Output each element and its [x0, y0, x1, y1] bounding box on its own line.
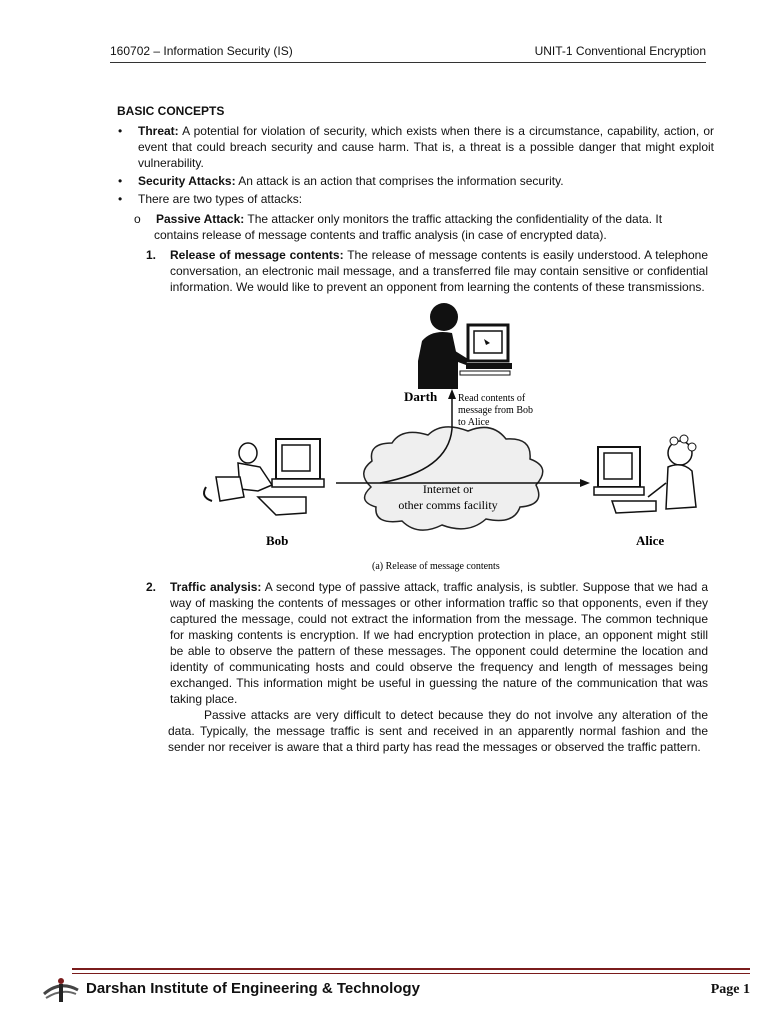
item-number: 2. — [146, 580, 157, 594]
bullet-text: An attack is an action that comprises the information security. — [235, 174, 564, 188]
bullet-icon: • — [118, 174, 123, 188]
bullet-term: Threat: — [138, 124, 179, 138]
alice-label: Alice — [636, 533, 665, 548]
item-text: A second type of passive attack, traffic analysis, is subtler. Suppose that we had a way of masking the contents of messages or other information traffic so that opponents, even if they captured the message, could not extract the information from the message. The common technique for masking contents is encryption. If we had encryption protection in place, an opponent might still be able to observe the pattern of these messages. The opponent could determine the location and identity of communicating hosts and could observe the frequency and length of messages being exchanged. This information might be useful in guessing the nature of the communication that was taking place. — [170, 580, 708, 706]
page-header — [110, 44, 706, 63]
bullet-attack-types — [110, 191, 714, 207]
alice-figure — [594, 435, 696, 513]
institute-logo-icon — [40, 976, 82, 1004]
bullet-text: A potential for violation of security, which exists when there is a circumstance, capability, action, or event that could breach security and cause harm. That is, a threat is a possible danger that might exploit vulnerability. — [138, 124, 714, 170]
cloud-label-1: Internet or — [422, 482, 474, 496]
bullet-term: Security Attacks: — [138, 174, 236, 188]
course-title: 160702 – Information Security (IS) — [110, 44, 293, 58]
bullet-security-attacks — [110, 173, 714, 189]
passive-text-2: contains release of message contents and traffic analysis (in case of encrypted data). — [154, 228, 607, 242]
document-body — [110, 103, 714, 755]
bob-label: Bob — [266, 533, 289, 548]
passive-attack-paragraph: Passive attacks are very difficult to detect because they do not involve any alteration of the data. Typically, the message traffic is sent and received in an apparently normal fashion and the sender nor receiver is aware that a third party has read the messages or observed the traffic pattern. — [168, 708, 708, 754]
unit-title: UNIT-1 Conventional Encryption — [534, 44, 706, 58]
passive-term: Passive Attack: — [156, 212, 245, 226]
numbered-item-2 — [110, 579, 708, 707]
annotation-line-1: Read contents of — [458, 393, 526, 404]
passive-text-1: The attacker only monitors the traffic attacking the confidentiality of the data. It — [244, 212, 663, 226]
internet-cloud — [364, 427, 543, 530]
annotation-line-2: message from Bob — [458, 405, 533, 416]
darth-figure — [418, 303, 512, 389]
page-footer — [40, 976, 750, 1006]
bullet-icon: • — [118, 192, 123, 206]
institute-name: Darshan Institute of Engineering & Technology — [86, 980, 420, 997]
passive-attack-item — [110, 211, 714, 243]
darth-label: Darth — [404, 389, 438, 404]
bullet-icon: • — [118, 124, 123, 138]
figure-caption: (a) Release of message contents — [372, 561, 500, 572]
item-term: Release of message contents: — [170, 248, 344, 262]
item-term: Traffic analysis: — [170, 580, 262, 594]
page-number: Page 1 — [710, 982, 750, 997]
section-heading: BASIC CONCEPTS — [117, 104, 225, 118]
cloud-label-2: other comms facility — [398, 498, 498, 512]
release-of-message-figure — [196, 301, 716, 575]
footer-rule — [72, 968, 750, 974]
item-number: 1. — [146, 248, 157, 262]
bob-figure — [204, 439, 324, 515]
item-text: The release of message contents is easily understood. A telephone conversation, an electronic mail message, and a transferred file may contain sensitive or confidential information. We would like to prevent an opponent from learning the contents of these transmissions. — [170, 248, 708, 294]
annotation-line-3: to Alice — [458, 417, 490, 428]
sub-bullet-icon: o — [134, 212, 141, 226]
numbered-item-1 — [110, 247, 708, 295]
bullet-text: There are two types of attacks: — [138, 192, 303, 206]
bullet-threat — [110, 123, 714, 171]
